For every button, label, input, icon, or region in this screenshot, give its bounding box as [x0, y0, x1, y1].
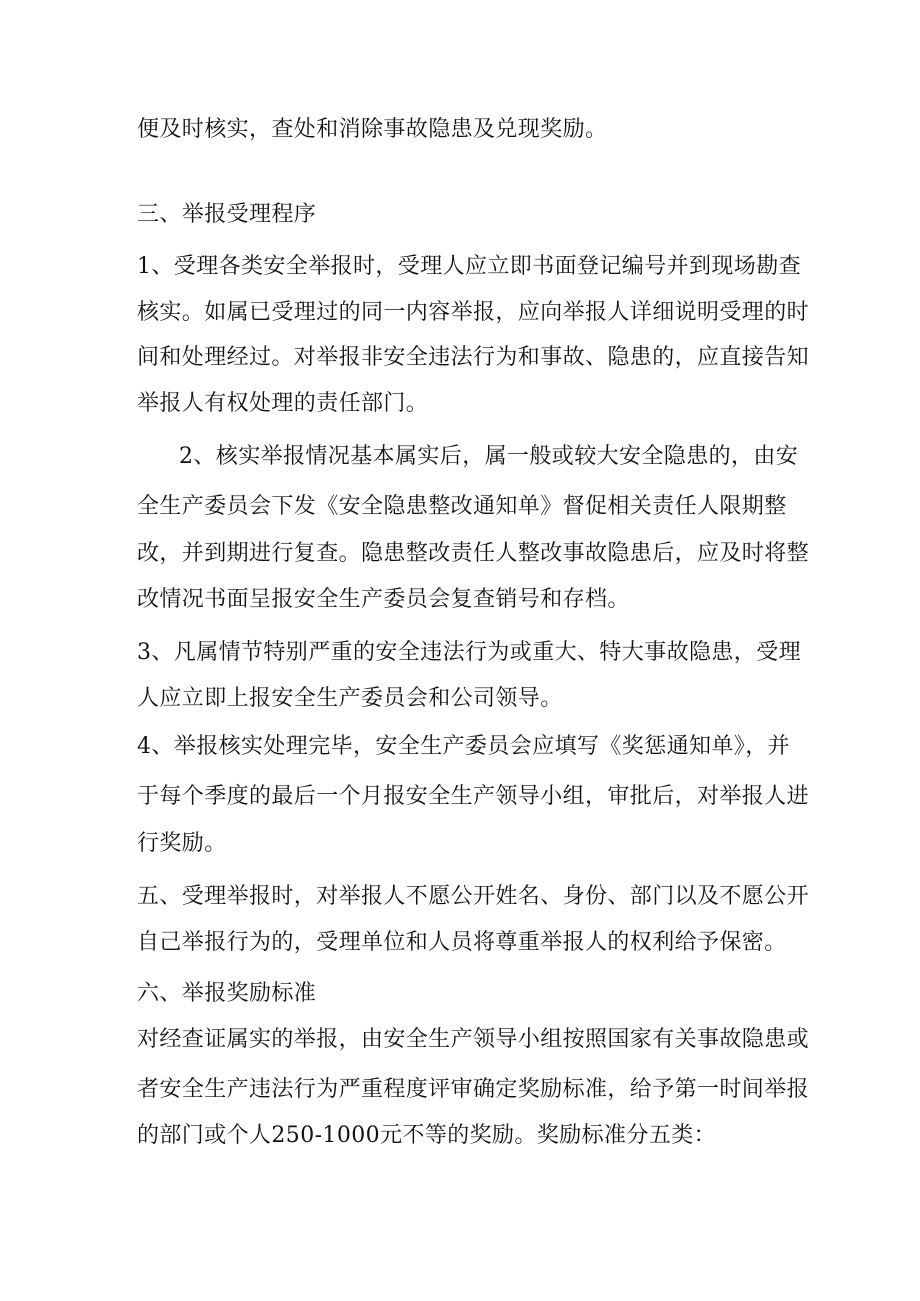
- text-line: 核实。如属已受理过的同一内容举报，应向举报人详细说明受理的时: [137, 300, 810, 325]
- text-line: 举报人有权处理的责任部门。: [137, 391, 429, 416]
- text-line: 人应立即上报安全生产委员会和公司领导。: [137, 686, 563, 711]
- text-line: 五、受理举报时，对举报人不愿公开姓名、身份、部门以及不愿公开: [137, 884, 810, 909]
- text-line: 3、凡属情节特别严重的安全违法行为或重大、特大事故隐患，受理: [137, 640, 801, 665]
- text-line: 的部门或个人250-1000元不等的奖励。奖励标准分五类：: [137, 1123, 717, 1148]
- text-line: 全生产委员会下发《安全隐患整改通知单》督促相关责任人限期整: [137, 494, 787, 519]
- text-line: 对经查证属实的举报，由安全生产领导小组按照国家有关事故隐患或: [137, 1027, 810, 1052]
- text-line: 者安全生产违法行为严重程度评审确定奖励标准，给予第一时间举报: [137, 1077, 810, 1102]
- text-line: 行奖励。: [137, 831, 227, 856]
- text-line: 4、举报核实处理完毕，安全生产委员会应填写《奖惩通知单》，并: [137, 734, 790, 759]
- text-line: 便及时核实，查处和消除事故隐患及兑现奖励。: [137, 117, 608, 142]
- section-heading: 三、举报受理程序: [137, 202, 317, 227]
- text-line: 于每个季度的最后一个月报安全生产领导小组，审批后，对举报人进: [137, 784, 810, 809]
- text-line: 自己举报行为的，受理单位和人员将尊重举报人的权利给予保密。: [137, 930, 787, 955]
- text-line: 2、核实举报情况基本属实后，属一般或较大安全隐患的，由安: [179, 444, 799, 469]
- text-line: 间和处理经过。对举报非安全违法行为和事故、隐患的，应直接告知: [137, 345, 810, 370]
- text-line: 改，并到期进行复查。隐患整改责任人整改事故隐患后，应及时将整: [137, 541, 810, 566]
- section-heading: 六、举报奖励标准: [137, 981, 317, 1006]
- text-line: 改情况书面呈报安全生产委员会复查销号和存档。: [137, 587, 630, 612]
- text-line: 1、受理各类安全举报时，受理人应立即书面登记编号并到现场勘查: [137, 254, 801, 279]
